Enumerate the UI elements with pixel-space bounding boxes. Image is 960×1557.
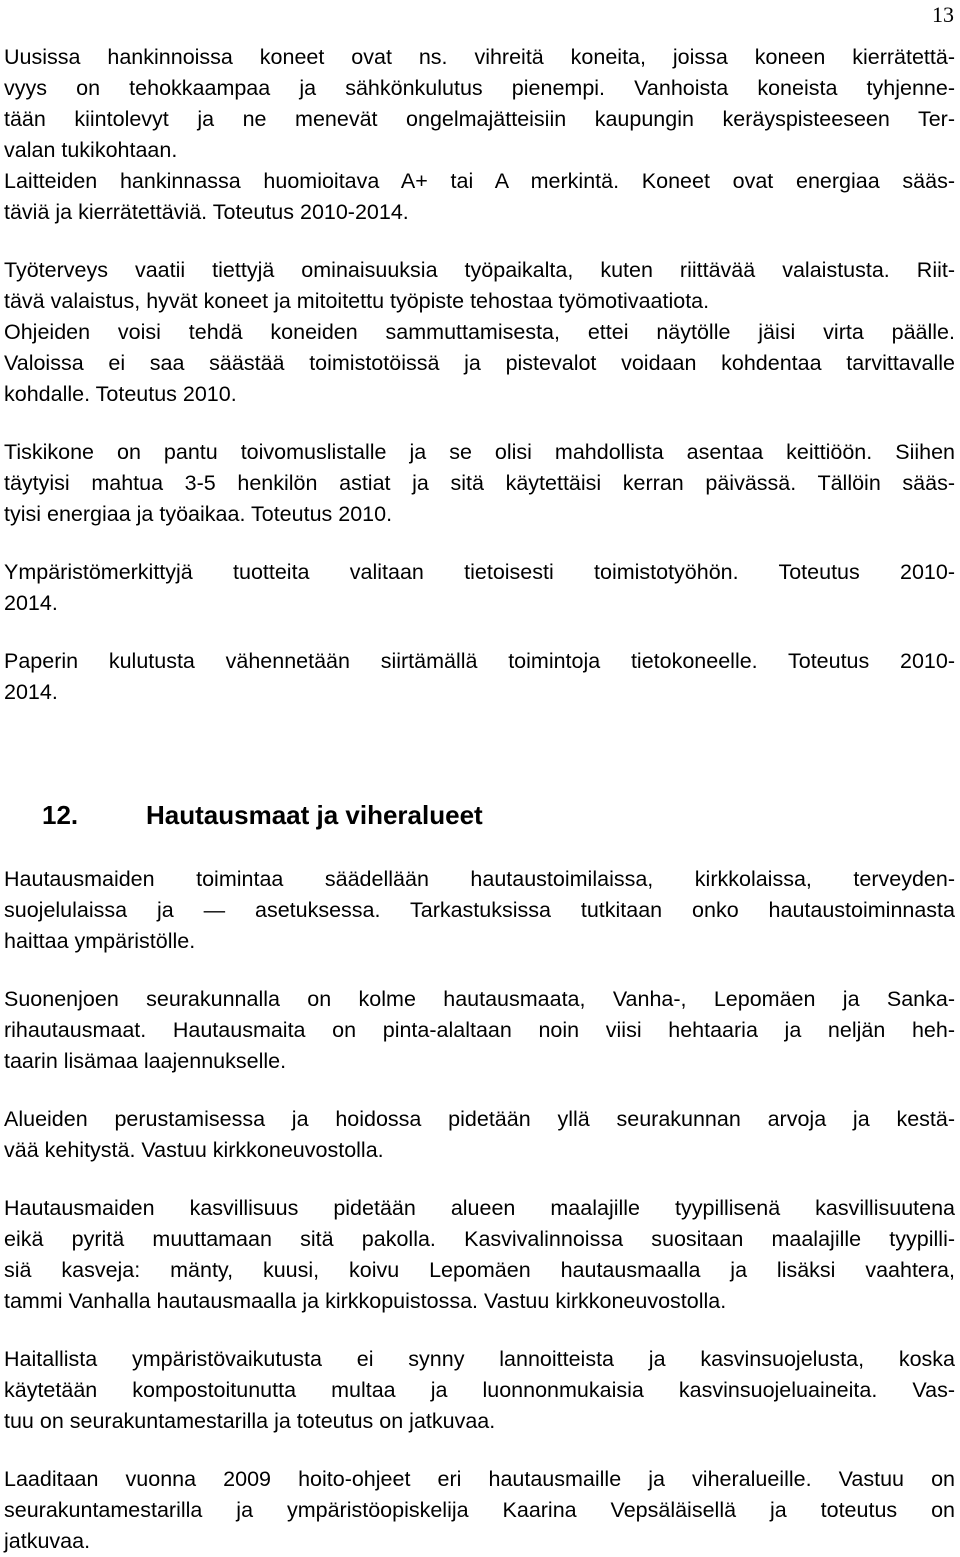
paragraph-hoito-ohjeet [4, 1464, 955, 1557]
paragraph-tiskikone [4, 437, 955, 530]
text-line: Ohjeiden voisi tehdä koneiden sammuttamisesta, ettei näytölle jäisi virta päälle. [4, 320, 955, 344]
paragraph-paperin-kulutus [4, 646, 955, 708]
text-line: rihautausmaat. Hautausmaita on pinta-alaltaan noin viisi hehtaaria ja neljän heh- [4, 1018, 955, 1042]
document-body [4, 42, 955, 1557]
text-line: tään kiintolevyt ja ne menevät ongelmajätteisiin kaupungin keräyspisteeseen Ter- [4, 107, 955, 131]
section-heading [4, 797, 955, 833]
paragraph-kasvillisuus [4, 1193, 955, 1317]
text-line: 2014. [4, 680, 58, 704]
paragraph-perustaminen [4, 1104, 955, 1166]
text-line: tuu on seurakuntamestarilla ja toteutus on jatkuvaa. [4, 1409, 496, 1433]
paragraph-lannoitteet [4, 1344, 955, 1437]
text-line: jatkuvaa. [4, 1529, 91, 1553]
text-line: täviä ja kierrätettäviä. Toteutus 2010-2014. [4, 200, 409, 224]
text-line: tyisi energiaa ja työaikaa. Toteutus 2010. [4, 502, 393, 526]
text-line: Paperin kulutusta vähennetään siirtämällä toimintoja tietokoneelle. Toteutus 2010- [4, 649, 955, 673]
text-line: Laaditaan vuonna 2009 hoito-ohjeet eri hautausmaille ja viheralueille. Vastuu on [4, 1467, 955, 1491]
page-number: 13 [932, 2, 954, 27]
text-line: Tiskikone on pantu toivomuslistalle ja se olisi mahdollista asentaa keittiöön. Siihen [4, 440, 955, 464]
text-line: seurakuntamestarilla ja ympäristöopiskelija Kaarina Vepsäläisellä ja toteutus on [4, 1498, 955, 1522]
text-line: vää kehitystä. Vastuu kirkkoneuvostolla. [4, 1138, 384, 1162]
text-line: Ympäristömerkittyjä tuotteita valitaan tietoisesti toimistotyöhön. Toteutus 2010- [4, 560, 955, 584]
text-line: suojelulaissa ja — asetuksessa. Tarkastuksissa tutkitaan onko hautaustoiminnasta [4, 898, 955, 922]
text-line: Laitteiden hankinnassa huomioitava A+ tai A merkintä. Koneet ovat energiaa sääs- [4, 169, 955, 193]
text-line: kohdalle. Toteutus 2010. [4, 382, 237, 406]
text-line: Hautausmaiden toimintaa säädellään hautaustoimilaissa, kirkkolaissa, terveyden- [4, 867, 955, 891]
text-line: Alueiden perustamisessa ja hoidossa pidetään yllä seurakunnan arvoja ja kestä- [4, 1107, 955, 1131]
section-title: Hautausmaat ja viheralueet [146, 799, 483, 830]
text-line: Uusissa hankinnoissa koneet ovat ns. vihreitä koneita, joissa koneen kierrätettä- [4, 45, 955, 69]
section-number: 12. [42, 799, 79, 830]
text-line: eikä pyritä muuttamaan sitä pakolla. Kasvivalinnoissa suositaan maalajille tyypilli- [4, 1227, 955, 1251]
text-line: Suonenjoen seurakunnalla on kolme hautausmaata, Vanha-, Lepomäen ja Sanka- [4, 987, 955, 1011]
text-line: käytetään kompostoitunutta multaa ja luonnonmukaisia kasvinsuojeluaineita. Vas- [4, 1378, 955, 1402]
text-line: vyys on tehokkaampaa ja sähkönkulutus pienempi. Vanhoista koneista tyhjenne- [4, 76, 955, 100]
text-line: 2014. [4, 591, 58, 615]
text-line: siä kasveja: mänty, kuusi, koivu Lepomäen hautausmaalla ja lisäksi vaahtera, [4, 1258, 955, 1282]
paragraph-tyoterveys [4, 255, 955, 410]
paragraph-ymparistomerkitty [4, 557, 955, 619]
text-line: tammi Vanhalla hautausmaalla ja kirkkopuistossa. Vastuu kirkkoneuvostolla. [4, 1289, 727, 1313]
paragraph-intro [4, 42, 955, 228]
text-line: täytyisi mahtua 3-5 henkilön astiat ja sitä käytettäisi kerran päivässä. Tällöin sääs- [4, 471, 955, 495]
text-line: Työterveys vaatii tiettyjä ominaisuuksia työpaikalta, kuten riittävää valaistusta. Riit- [4, 258, 955, 282]
text-line: Valoissa ei saa säästää toimistotöissä ja pistevalot voidaan kohdentaa tarvittavalle [4, 351, 955, 375]
text-line: taarin lisämaa laajennukselle. [4, 1049, 287, 1073]
text-line: Haitallista ympäristövaikutusta ei synny lannoitteista ja kasvinsuojelusta, koska [4, 1347, 955, 1371]
text-line: Hautausmaiden kasvillisuus pidetään alueen maalajille tyypillisenä kasvillisuutena [4, 1196, 955, 1220]
text-line: valan tukikohtaan. [4, 138, 178, 162]
text-line: haittaa ympäristölle. [4, 929, 196, 953]
text-line: tävä valaistus, hyvät koneet ja mitoitettu työpiste tehostaa työmotivaatiota. [4, 289, 710, 313]
paragraph-hautausmaat [4, 984, 955, 1077]
paragraph-saadokset [4, 864, 955, 957]
